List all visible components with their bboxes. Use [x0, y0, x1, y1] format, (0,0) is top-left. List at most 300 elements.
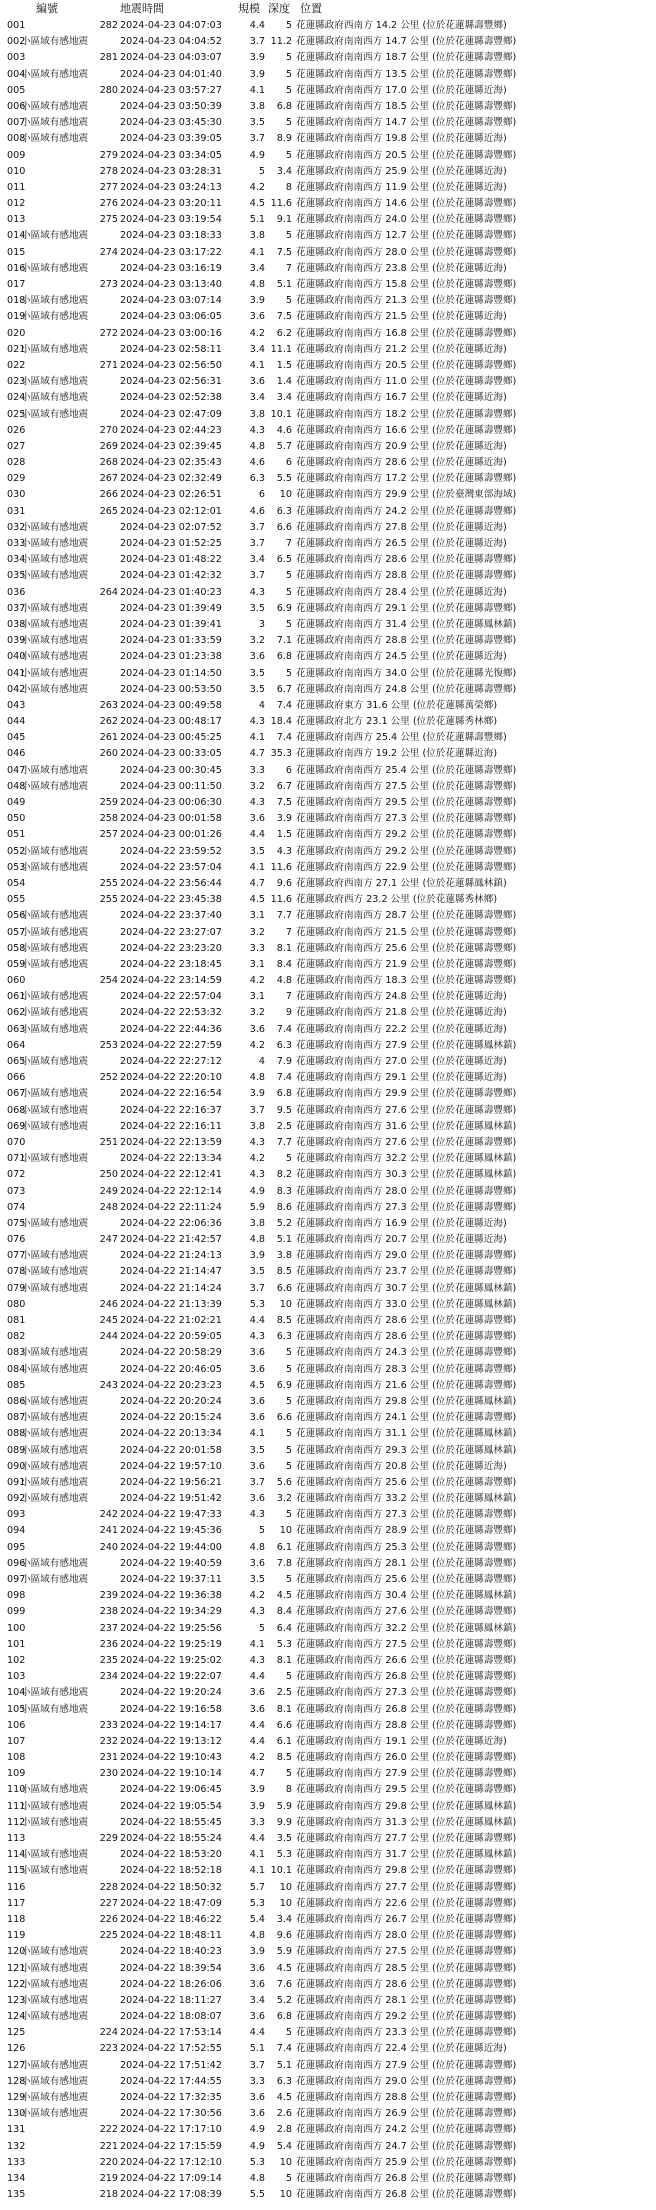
- cell-time: 2024-04-22 22:11:24: [120, 1201, 222, 1213]
- cell-magnitude: 5.3: [249, 1298, 265, 1310]
- cell-felt-tag: 小區域有感地震: [21, 991, 89, 1003]
- cell-time: 2024-04-23 01:39:41: [120, 618, 222, 630]
- cell-magnitude: 4.1: [249, 359, 265, 371]
- cell-depth: 10.1: [270, 408, 292, 420]
- cell-location: 花蓮縣政府南南西方 28.1 公里 (位於花蓮縣壽豐鄉): [296, 1557, 517, 1569]
- cell-id: 095: [7, 1541, 26, 1553]
- cell-felt-tag: 小區域有感地震: [21, 68, 89, 80]
- cell-location: 花蓮縣政府南南西方 14.6 公里 (位於花蓮縣壽豐鄉): [296, 198, 517, 210]
- cell-location: 花蓮縣政府南南西方 22.4 公里 (位於花蓮縣近海): [296, 2043, 507, 2055]
- cell-id: 099: [7, 1606, 26, 1618]
- cell-location: 花蓮縣政府南南西方 14.7 公里 (位於花蓮縣壽豐鄉): [296, 36, 517, 48]
- cell-magnitude: 5.9: [249, 1201, 265, 1213]
- cell-time: 2024-04-23 00:53:50: [120, 683, 222, 695]
- cell-id: 019: [7, 311, 26, 323]
- cell-time: 2024-04-23 01:40:23: [120, 586, 222, 598]
- cell-time: 2024-04-23 03:34:05: [120, 149, 222, 161]
- cell-magnitude: 3.1: [249, 910, 265, 922]
- cell-time: 2024-04-23 03:06:05: [120, 311, 222, 323]
- cell-report-number: 233: [99, 1719, 118, 1731]
- cell-location: 花蓮縣政府南南西方 31.3 公里 (位於花蓮縣鳳林鎮): [296, 1816, 517, 1828]
- cell-time: 2024-04-22 19:25:19: [120, 1638, 222, 1650]
- table-row: [0, 1669, 656, 1685]
- cell-location: 花蓮縣政府南南西方 28.6 公里 (位於花蓮縣壽豐鄉): [296, 554, 517, 566]
- table-row: [0, 2139, 656, 2155]
- cell-depth: 4.3: [276, 845, 292, 857]
- cell-depth: 5: [285, 1444, 292, 1456]
- cell-depth: 7: [285, 262, 292, 274]
- cell-id: 125: [7, 2027, 26, 2039]
- cell-report-number: 270: [99, 424, 118, 436]
- cell-report-number: 239: [99, 1590, 118, 1602]
- cell-depth: 3.8: [276, 1250, 292, 1262]
- cell-magnitude: 4.9: [249, 2124, 265, 2136]
- cell-felt-tag: 小區域有感地震: [21, 376, 89, 388]
- cell-felt-tag: 小區域有感地震: [21, 36, 89, 48]
- cell-depth: 7.7: [276, 910, 292, 922]
- table-row: [0, 682, 656, 698]
- cell-location: 花蓮縣政府南西方 25.4 公里 (位於花蓮縣壽豐鄉): [296, 732, 507, 744]
- cell-location: 花蓮縣政府南南西方 26.9 公里 (位於花蓮縣壽豐鄉): [296, 2108, 517, 2120]
- cell-felt-tag: 小區域有感地震: [21, 1865, 89, 1877]
- cell-felt-tag: 小區域有感地震: [21, 1023, 89, 1035]
- cell-felt-tag: 小區域有感地震: [21, 1266, 89, 1278]
- cell-id: 100: [7, 1622, 26, 1634]
- cell-time: 2024-04-22 23:56:44: [120, 877, 222, 889]
- table-row: [0, 601, 656, 617]
- cell-magnitude: 6.3: [249, 473, 265, 485]
- cell-report-number: 244: [99, 1331, 118, 1343]
- cell-id: 029: [7, 473, 26, 485]
- cell-depth: 3.4: [276, 165, 292, 177]
- cell-felt-tag: 小區域有感地震: [21, 408, 89, 420]
- cell-felt-tag: 小區域有感地震: [21, 635, 89, 647]
- table-row: [0, 892, 656, 908]
- cell-magnitude: 3.6: [249, 1703, 265, 1715]
- cell-depth: 5: [285, 1347, 292, 1359]
- cell-location: 花蓮縣政府南南西方 29.5 公里 (位於花蓮縣壽豐鄉): [296, 1784, 517, 1796]
- cell-location: 花蓮縣政府南南西方 21.2 公里 (位於花蓮縣近海): [296, 343, 507, 355]
- cell-felt-tag: 小區域有感地震: [21, 1250, 89, 1262]
- table-row: [0, 2041, 656, 2057]
- cell-time: 2024-04-23 02:32:49: [120, 473, 222, 485]
- cell-id: 039: [7, 635, 26, 647]
- cell-location: 花蓮縣政府南南西方 32.2 公里 (位於花蓮縣鳳林鎮): [296, 1153, 517, 1165]
- table-row: [0, 1782, 656, 1798]
- cell-report-number: 254: [99, 975, 118, 987]
- cell-time: 2024-04-22 20:23:23: [120, 1379, 222, 1391]
- cell-time: 2024-04-22 19:36:38: [120, 1590, 222, 1602]
- cell-time: 2024-04-22 20:46:05: [120, 1363, 222, 1375]
- cell-id: 087: [7, 1412, 26, 1424]
- table-row: [0, 2074, 656, 2090]
- cell-time: 2024-04-22 19:25:02: [120, 1654, 222, 1666]
- cell-id: 004: [7, 68, 26, 80]
- cell-id: 031: [7, 505, 26, 517]
- cell-depth: 6.7: [276, 683, 292, 695]
- cell-depth: 7.4: [276, 2043, 292, 2055]
- cell-report-number: 243: [99, 1379, 118, 1391]
- table-row: [0, 115, 656, 131]
- cell-time: 2024-04-22 22:57:04: [120, 991, 222, 1003]
- cell-id: 060: [7, 975, 26, 987]
- cell-depth: 6.8: [276, 100, 292, 112]
- cell-location: 花蓮縣政府南南西方 27.6 公里 (位於花蓮縣壽豐鄉): [296, 1136, 517, 1148]
- cell-magnitude: 4.1: [249, 861, 265, 873]
- table-row: [0, 293, 656, 309]
- table-row: [0, 1426, 656, 1442]
- cell-id: 046: [7, 748, 26, 760]
- cell-report-number: 262: [99, 716, 118, 728]
- header-depth: 深度: [268, 2, 290, 15]
- cell-magnitude: 3.5: [249, 845, 265, 857]
- cell-time: 2024-04-22 18:50:32: [120, 1881, 222, 1893]
- cell-magnitude: 4.2: [249, 975, 265, 987]
- table-row: [0, 1248, 656, 1264]
- cell-magnitude: 4.5: [249, 894, 265, 906]
- cell-magnitude: 3.6: [249, 1347, 265, 1359]
- cell-time: 2024-04-23 02:58:11: [120, 343, 222, 355]
- cell-magnitude: 3.2: [249, 1007, 265, 1019]
- cell-report-number: 280: [99, 84, 118, 96]
- cell-time: 2024-04-22 20:13:34: [120, 1428, 222, 1440]
- table-row: [0, 1232, 656, 1248]
- cell-id: 043: [7, 699, 26, 711]
- cell-depth: 7: [285, 991, 292, 1003]
- cell-depth: 6.4: [276, 1622, 292, 1634]
- cell-location: 花蓮縣政府南南西方 26.8 公里 (位於花蓮縣壽豐鄉): [296, 2172, 517, 2184]
- cell-id: 102: [7, 1654, 26, 1666]
- table-row: [0, 180, 656, 196]
- cell-location: 花蓮縣政府南南西方 29.0 公里 (位於花蓮縣壽豐鄉): [296, 1250, 517, 1262]
- cell-location: 花蓮縣政府南南西方 17.0 公里 (位於花蓮縣近海): [296, 84, 507, 96]
- cell-depth: 5.4: [276, 2140, 292, 2152]
- cell-depth: 5: [285, 1428, 292, 1440]
- cell-magnitude: 3.7: [249, 1282, 265, 1294]
- cell-id: 006: [7, 100, 26, 112]
- cell-location: 花蓮縣政府南南西方 24.7 公里 (位於花蓮縣壽豐鄉): [296, 2140, 517, 2152]
- cell-location: 花蓮縣政府南南西方 31.4 公里 (位於花蓮縣鳳林鎮): [296, 618, 517, 630]
- cell-location: 花蓮縣政府南南西方 23.3 公里 (位於花蓮縣壽豐鄉): [296, 2027, 517, 2039]
- cell-location: 花蓮縣政府南南西方 26.6 公里 (位於花蓮縣壽豐鄉): [296, 1654, 517, 1666]
- cell-location: 花蓮縣政府南南西方 27.3 公里 (位於花蓮縣壽豐鄉): [296, 813, 517, 825]
- cell-location: 花蓮縣政府南南西方 31.6 公里 (位於花蓮縣鳳林鎮): [296, 1120, 517, 1132]
- cell-depth: 6.6: [276, 1282, 292, 1294]
- cell-magnitude: 3.7: [249, 1476, 265, 1488]
- cell-depth: 6.6: [276, 1412, 292, 1424]
- cell-magnitude: 4.2: [249, 1153, 265, 1165]
- table-row: [0, 1556, 656, 1572]
- cell-depth: 7.4: [276, 1023, 292, 1035]
- cell-id: 047: [7, 764, 26, 776]
- cell-id: 052: [7, 845, 26, 857]
- cell-time: 2024-04-23 00:33:05: [120, 748, 222, 760]
- cell-depth: 5.6: [276, 1476, 292, 1488]
- cell-id: 096: [7, 1557, 26, 1569]
- cell-report-number: 232: [99, 1735, 118, 1747]
- cell-felt-tag: 小區域有感地震: [21, 1007, 89, 1019]
- cell-felt-tag: 小區域有感地震: [21, 1784, 89, 1796]
- cell-id: 121: [7, 1962, 26, 1974]
- cell-depth: 6.9: [276, 602, 292, 614]
- cell-report-number: 249: [99, 1185, 118, 1197]
- cell-depth: 3.4: [276, 392, 292, 404]
- cell-id: 119: [7, 1930, 26, 1942]
- cell-id: 005: [7, 84, 26, 96]
- cell-location: 花蓮縣政府南南西方 20.7 公里 (位於花蓮縣近海): [296, 1234, 507, 1246]
- cell-id: 054: [7, 877, 26, 889]
- cell-magnitude: 3.7: [249, 570, 265, 582]
- cell-time: 2024-04-22 17:32:35: [120, 2092, 222, 2103]
- cell-magnitude: 4.6: [249, 457, 265, 469]
- cell-magnitude: 3.6: [249, 1395, 265, 1407]
- cell-id: 023: [7, 376, 26, 388]
- cell-magnitude: 4.3: [249, 424, 265, 436]
- cell-id: 077: [7, 1250, 26, 1262]
- cell-felt-tag: 小區域有感地震: [21, 1703, 89, 1715]
- cell-location: 花蓮縣政府南南西方 29.2 公里 (位於花蓮縣壽豐鄉): [296, 845, 517, 857]
- cell-id: 120: [7, 1946, 26, 1958]
- cell-depth: 6.1: [276, 1735, 292, 1747]
- table-row: [0, 1977, 656, 1993]
- cell-magnitude: 3.6: [249, 651, 265, 663]
- cell-time: 2024-04-22 21:14:47: [120, 1266, 222, 1278]
- cell-depth: 8.5: [276, 1752, 292, 1764]
- cell-id: 050: [7, 813, 26, 825]
- cell-report-number: 281: [99, 52, 118, 64]
- cell-report-number: 253: [99, 1039, 118, 1051]
- cell-felt-tag: 小區域有感地震: [21, 1476, 89, 1488]
- cell-depth: 11.6: [270, 861, 292, 873]
- cell-magnitude: 3.9: [249, 68, 265, 80]
- cell-location: 花蓮縣政府南南西方 25.9 公里 (位於花蓮縣壽豐鄉): [296, 2156, 517, 2168]
- table-row: [0, 1022, 656, 1038]
- cell-felt-tag: 小區域有感地震: [21, 780, 89, 792]
- cell-depth: 1.5: [276, 359, 292, 371]
- cell-id: 130: [7, 2108, 26, 2120]
- cell-felt-tag: 小區域有感地震: [21, 1104, 89, 1116]
- cell-depth: 6.6: [276, 521, 292, 533]
- table-row: [0, 342, 656, 358]
- table-row: [0, 973, 656, 989]
- cell-felt-tag: 小區域有感地震: [21, 926, 89, 938]
- cell-magnitude: 4.4: [249, 20, 265, 31]
- cell-id: 101: [7, 1638, 26, 1650]
- cell-id: 110: [7, 1784, 26, 1796]
- cell-time: 2024-04-22 17:12:10: [120, 2156, 222, 2168]
- cell-location: 花蓮縣政府南南西方 21.5 公里 (位於花蓮縣壽豐鄉): [296, 926, 517, 938]
- cell-time: 2024-04-22 18:52:18: [120, 1865, 222, 1877]
- cell-time: 2024-04-23 03:19:54: [120, 214, 222, 226]
- table-row: [0, 261, 656, 277]
- cell-depth: 10: [279, 1525, 292, 1537]
- cell-id: 036: [7, 586, 26, 598]
- cell-magnitude: 5.3: [249, 2156, 265, 2168]
- cell-id: 057: [7, 926, 26, 938]
- table-row: [0, 1329, 656, 1345]
- cell-location: 花蓮縣政府南南西方 29.8 公里 (位於花蓮縣鳳林鎮): [296, 1395, 517, 1407]
- cell-magnitude: 4.2: [249, 327, 265, 339]
- cell-magnitude: 4.1: [249, 1638, 265, 1650]
- cell-id: 058: [7, 942, 26, 954]
- cell-magnitude: 4.2: [249, 1039, 265, 1051]
- cell-time: 2024-04-23 00:01:58: [120, 813, 222, 825]
- cell-location: 花蓮縣政府南南西方 18.7 公里 (位於花蓮縣壽豐鄉): [296, 52, 517, 64]
- cell-time: 2024-04-23 01:42:32: [120, 570, 222, 582]
- cell-report-number: 229: [99, 1833, 118, 1844]
- table-row: [0, 746, 656, 762]
- cell-magnitude: 4: [258, 699, 265, 711]
- cell-felt-tag: 小區域有感地震: [21, 230, 89, 242]
- cell-id: 017: [7, 279, 26, 290]
- cell-location: 花蓮縣政府北方 23.1 公里 (位於花蓮縣秀林鄉): [296, 716, 498, 728]
- cell-location: 花蓮縣政府南南西方 28.6 公里 (位於花蓮縣壽豐鄉): [296, 1331, 517, 1343]
- cell-depth: 2.5: [276, 1687, 292, 1699]
- table-row: [0, 1216, 656, 1232]
- table-row: [0, 1912, 656, 1928]
- cell-time: 2024-04-22 19:10:14: [120, 1768, 222, 1780]
- cell-id: 083: [7, 1347, 26, 1359]
- cell-magnitude: 3.6: [249, 1557, 265, 1569]
- cell-id: 001: [7, 20, 26, 31]
- cell-report-number: 265: [99, 505, 118, 517]
- cell-report-number: 268: [99, 457, 118, 469]
- cell-location: 花蓮縣政府南南西方 32.2 公里 (位於花蓮縣鳳林鎮): [296, 1622, 517, 1634]
- cell-depth: 5: [285, 295, 292, 307]
- cell-felt-tag: 小區域有感地震: [21, 602, 89, 614]
- cell-depth: 7: [285, 538, 292, 549]
- table-row: [0, 1507, 656, 1523]
- cell-felt-tag: 小區域有感地震: [21, 521, 89, 533]
- cell-magnitude: 3.9: [249, 1800, 265, 1812]
- cell-location: 花蓮縣政府南南西方 27.8 公里 (位於花蓮縣近海): [296, 521, 507, 533]
- cell-id: 062: [7, 1007, 26, 1019]
- cell-id: 010: [7, 165, 26, 177]
- cell-report-number: 235: [99, 1654, 118, 1666]
- cell-depth: 7.4: [276, 1072, 292, 1084]
- cell-felt-tag: 小區域有感地震: [21, 311, 89, 323]
- cell-depth: 3.5: [276, 1833, 292, 1844]
- cell-magnitude: 4.1: [249, 1849, 265, 1861]
- cell-location: 花蓮縣政府南南西方 27.0 公里 (位於花蓮縣近海): [296, 1056, 507, 1067]
- cell-id: 116: [7, 1881, 26, 1893]
- cell-felt-tag: 小區域有感地震: [21, 1395, 89, 1407]
- cell-felt-tag: 小區域有感地震: [21, 910, 89, 922]
- cell-time: 2024-04-22 19:20:24: [120, 1687, 222, 1699]
- cell-id: 104: [7, 1687, 26, 1699]
- cell-magnitude: 4.1: [249, 246, 265, 258]
- cell-magnitude: 3.6: [249, 1023, 265, 1035]
- cell-magnitude: 3.5: [249, 1444, 265, 1456]
- cell-felt-tag: 小區域有感地震: [21, 2059, 89, 2071]
- table-row: [0, 860, 656, 876]
- cell-report-number: 277: [99, 181, 118, 193]
- cell-id: 053: [7, 861, 26, 873]
- cell-report-number: 228: [99, 1881, 118, 1893]
- cell-depth: 8.1: [276, 1654, 292, 1666]
- cell-magnitude: 3.6: [249, 376, 265, 388]
- cell-magnitude: 3.5: [249, 1574, 265, 1585]
- table-row: [0, 67, 656, 83]
- cell-id: 074: [7, 1201, 26, 1213]
- cell-depth: 7.9: [276, 1056, 292, 1067]
- table-row: [0, 1523, 656, 1539]
- cell-magnitude: 4.8: [249, 440, 265, 452]
- cell-id: 042: [7, 683, 26, 695]
- table-row: [0, 617, 656, 633]
- cell-magnitude: 3.7: [249, 36, 265, 48]
- cell-felt-tag: 小區域有感地震: [21, 1444, 89, 1456]
- cell-report-number: 257: [99, 829, 118, 841]
- cell-depth: 8.4: [276, 958, 292, 970]
- cell-location: 花蓮縣政府南南西方 21.3 公里 (位於花蓮縣壽豐鄉): [296, 295, 517, 307]
- cell-depth: 8.3: [276, 1185, 292, 1197]
- table-row: [0, 649, 656, 665]
- cell-location: 花蓮縣政府南南西方 20.5 公里 (位於花蓮縣壽豐鄉): [296, 149, 517, 161]
- cell-id: 124: [7, 2011, 26, 2023]
- table-row: [0, 941, 656, 957]
- cell-id: 094: [7, 1525, 26, 1537]
- cell-depth: 5: [285, 1395, 292, 1407]
- cell-depth: 5: [285, 570, 292, 582]
- cell-location: 花蓮縣政府南南西方 24.8 公里 (位於花蓮縣近海): [296, 991, 507, 1003]
- cell-felt-tag: 小區域有感地震: [21, 1217, 89, 1229]
- cell-time: 2024-04-23 03:07:14: [120, 295, 222, 307]
- table-row: [0, 730, 656, 746]
- cell-time: 2024-04-23 02:52:38: [120, 392, 222, 404]
- cell-depth: 5: [285, 1363, 292, 1375]
- cell-depth: 6.2: [276, 327, 292, 339]
- cell-id: 069: [7, 1120, 26, 1132]
- cell-magnitude: 3.9: [249, 1088, 265, 1100]
- cell-report-number: 227: [99, 1897, 118, 1909]
- cell-time: 2024-04-22 20:15:24: [120, 1412, 222, 1424]
- cell-depth: 7: [285, 926, 292, 938]
- cell-location: 花蓮縣政府南南西方 29.9 公里 (位於臺灣東部海域): [296, 489, 517, 501]
- header-time: 地震時間: [120, 2, 164, 15]
- table-row: [0, 957, 656, 973]
- cell-depth: 5: [285, 1460, 292, 1472]
- cell-location: 花蓮縣政府南南西方 17.2 公里 (位於花蓮縣壽豐鄉): [296, 473, 517, 485]
- cell-magnitude: 4.9: [249, 149, 265, 161]
- cell-time: 2024-04-23 02:39:45: [120, 440, 222, 452]
- cell-time: 2024-04-23 04:04:52: [120, 36, 222, 48]
- cell-location: 花蓮縣政府南南西方 27.3 公里 (位於花蓮縣壽豐鄉): [296, 1509, 517, 1521]
- cell-location: 花蓮縣政府南南西方 27.7 公里 (位於花蓮縣壽豐鄉): [296, 1833, 517, 1844]
- cell-id: 092: [7, 1493, 26, 1505]
- cell-magnitude: 4.7: [249, 1768, 265, 1780]
- table-row: [0, 2106, 656, 2122]
- cell-location: 花蓮縣政府南南西方 27.5 公里 (位於花蓮縣壽豐鄉): [296, 1638, 517, 1650]
- table-row: [0, 407, 656, 423]
- cell-magnitude: 3.9: [249, 1946, 265, 1958]
- table-row: [0, 358, 656, 374]
- cell-report-number: 219: [99, 2172, 118, 2184]
- cell-location: 花蓮縣政府南南西方 29.2 公里 (位於花蓮縣壽豐鄉): [296, 829, 517, 841]
- cell-id: 024: [7, 392, 26, 404]
- cell-felt-tag: 小區域有感地震: [21, 1946, 89, 1958]
- cell-depth: 5: [285, 20, 292, 31]
- cell-location: 花蓮縣政府南南西方 28.8 公里 (位於花蓮縣壽豐鄉): [296, 635, 517, 647]
- cell-magnitude: 3.4: [249, 392, 265, 404]
- cell-report-number: 223: [99, 2043, 118, 2055]
- cell-felt-tag: 小區域有感地震: [21, 861, 89, 873]
- cell-felt-tag: 小區域有感地震: [21, 2075, 89, 2087]
- cell-location: 花蓮縣政府南南西方 29.3 公里 (位於花蓮縣鳳林鎮): [296, 1444, 517, 1456]
- cell-time: 2024-04-22 22:16:11: [120, 1120, 222, 1132]
- cell-id: 011: [7, 181, 26, 193]
- cell-magnitude: 3.9: [249, 1250, 265, 1262]
